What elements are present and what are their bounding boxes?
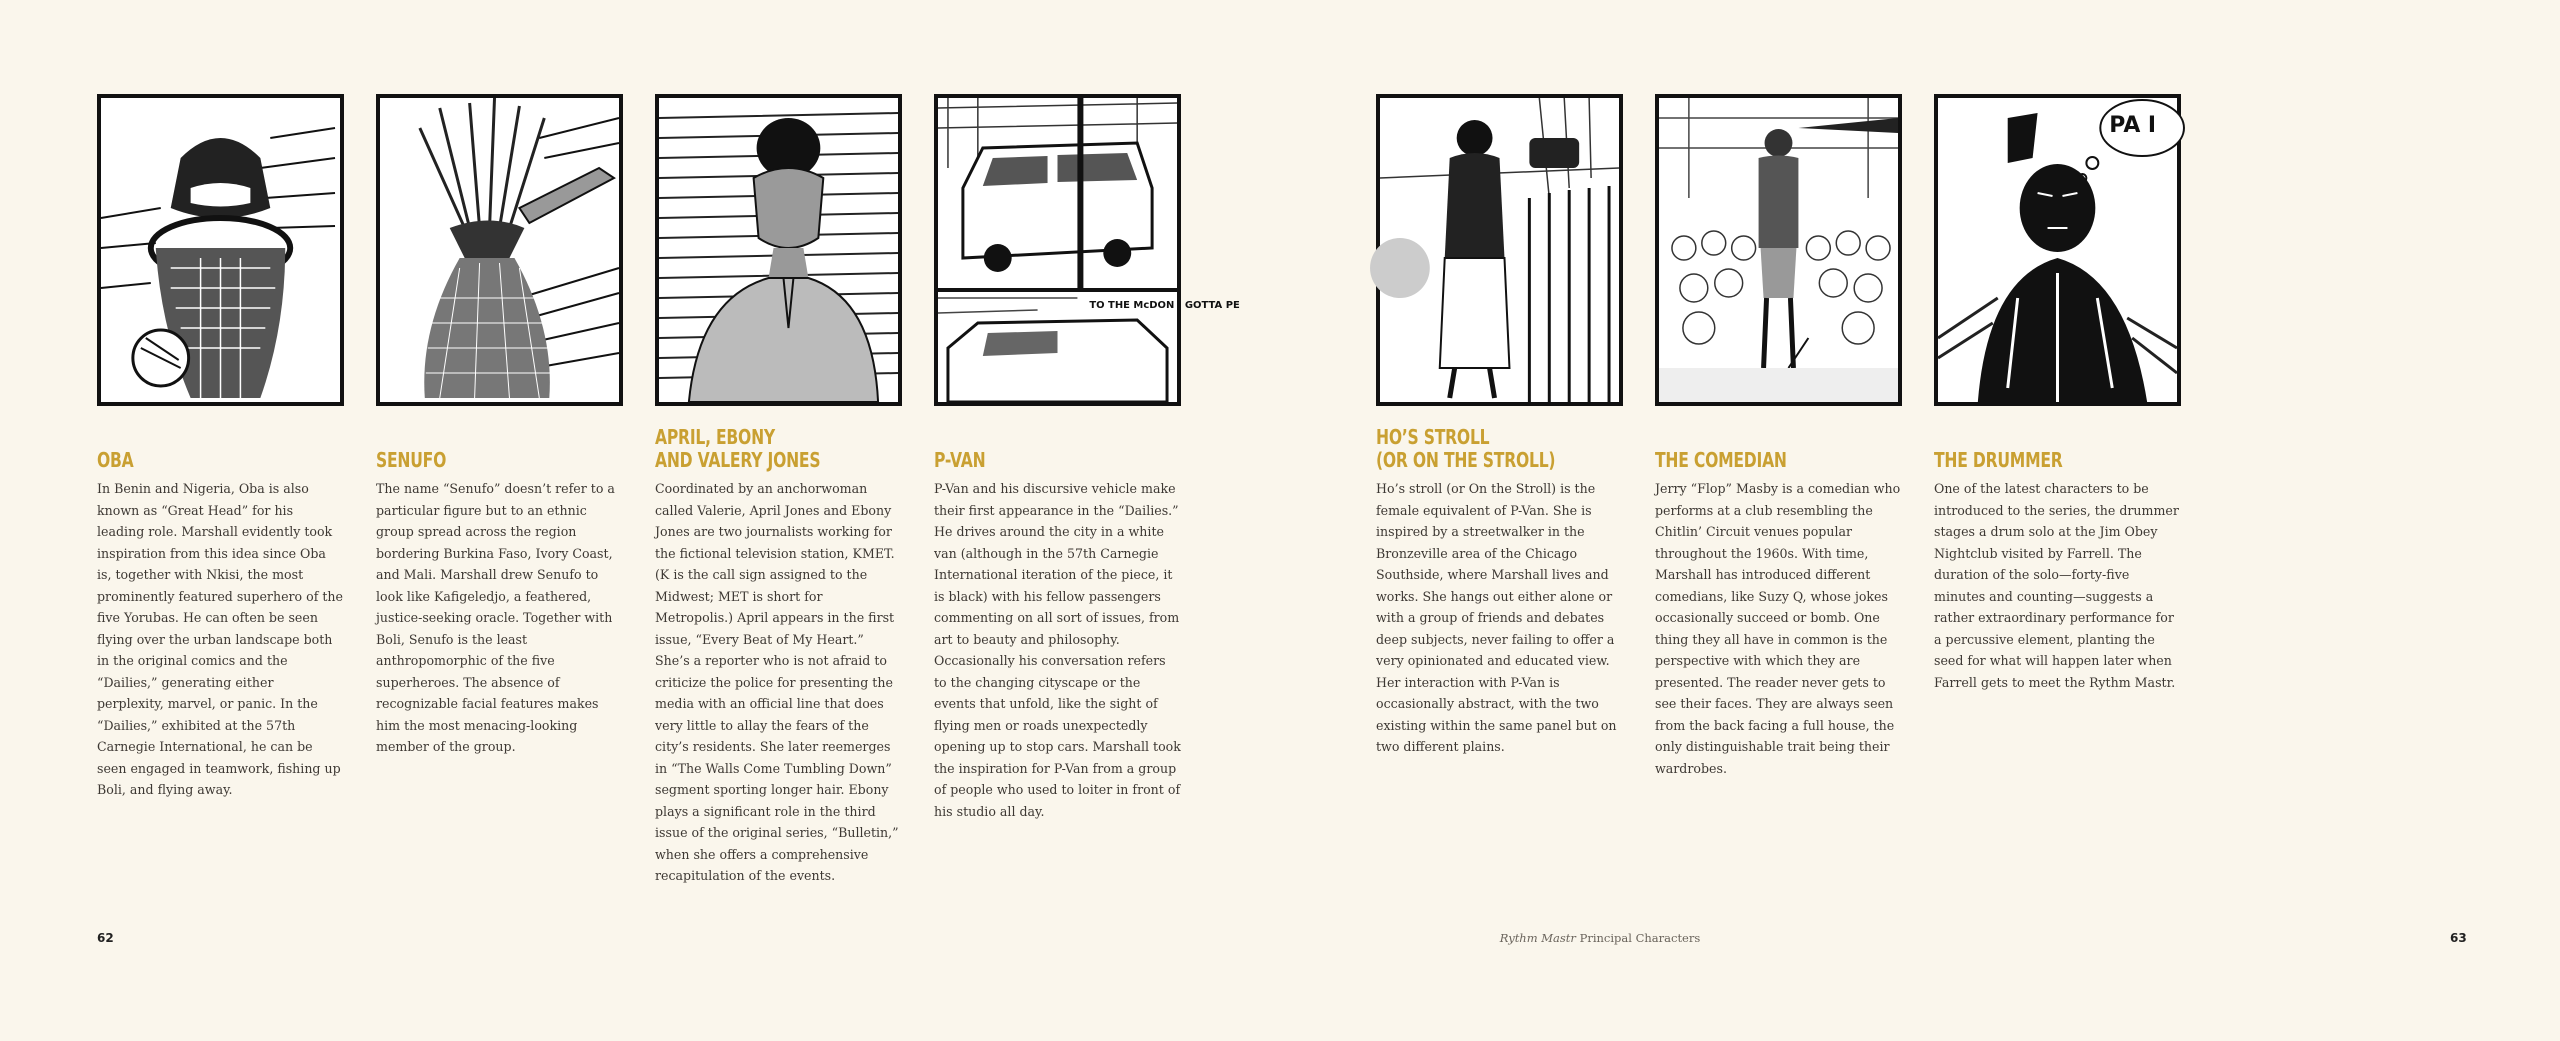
character-description-senufo: The name “Senufo” doesn’t refer to a particular figure but to an ethnic group spread across the region bordering Burkina Faso, Ivory Coast, and Mali. Marshall drew Senufo to look like Kafigeledjo, a feathered, justice-seeking oracle. Together with Boli, Senufo is the least anthropomorphic of the five superheroes. The absence of recognizable facial features makes him the most menacing-looking member of the group.	[376, 481, 615, 754]
character-column-senufo	[376, 94, 623, 754]
character-column-oba	[97, 94, 344, 797]
character-description-hos-stroll: Ho’s stroll (or On the Stroll) is the female equivalent of P-Van. She is inspired by a streetwalker in the Bronzeville area of the Chicago Southside, where Marshall lives and works. She hangs out either alone or with a group of friends and debates deep subjects, never failing to offer a very opinionated and educated view. Her interaction with P-Van is occasionally abstract, with the two existing within the same panel but on two different plains.	[1376, 481, 1617, 754]
character-description-p-van: P-Van and his discursive vehicle make their first appearance in the “Dailies.” He drives around the city in a white van (although in the 57th Carnegie International iteration of the piece, it is black) with his fellow passengers commenting on all sort of issues, from art to beauty and philosophy. Occasionally his conversation refers to the changing cityscape or the events that unfold, like the sight of flying men or roads unexpectedly opening up to stop cars. Marshall took the inspiration for P-Van from a group of people who used to loiter in front of his studio all day.	[934, 481, 1181, 819]
left-page-number: 62	[97, 931, 114, 945]
character-column-april-ebony-valery	[655, 94, 902, 883]
character-description-oba: In Benin and Nigeria, Oba is also known as “Great Head” for his leading role. Marshall evidently took inspiration from this idea since Oba is, together with Nkisi, the most prominently featured superhero of the five Yorubas. He can often be seen flying over the urban landscape both in the original comics and the “Dailies,” generating either perplexity, marvel, or panic. In the “Dailies,” exhibited at the 57th Carnegie International, he can be seen engaged in teamwork, fishing up Boli, and flying away.	[97, 481, 343, 797]
running-footer-rest: Principal Characters	[1575, 931, 1701, 945]
running-footer	[1200, 931, 2000, 945]
oba-illustration-icon	[97, 94, 344, 406]
character-column-p-van	[934, 94, 1240, 819]
character-name-hos-stroll: HO’S STROLL (OR ON THE STROLL)	[1376, 425, 1556, 472]
right-page-number: 63	[2450, 931, 2467, 945]
drummer-panel-caption: PA I	[2109, 112, 2157, 139]
character-description-drummer: One of the latest characters to be introduced to the series, the drummer stages a drum solo at the Jim Obey Nightclub visited by Farrell. The duration of the solo—forty-five minutes and counting—suggests a rather extraordinary performance for a percussive element, planting the seed for what will happen later when Farrell gets to meet the Rythm Mastr.	[1934, 481, 2179, 690]
character-name-senufo: SENUFO	[376, 448, 447, 472]
senufo-illustration-icon	[376, 94, 623, 406]
april-ebony-valery-illustration-icon	[655, 94, 902, 406]
character-name-april-ebony-valery: APRIL, EBONY AND VALERY JONES	[655, 425, 821, 472]
p-van-panel-caption: TO THE McDON I GOTTA PE	[1089, 299, 1240, 312]
character-description-april-ebony-valery: Coordinated by an anchorwoman called Valerie, April Jones and Ebony Jones are two journalists working for the fictional television station, KMET. (K is the call sign assigned to the Midwest; MET is short for Metropolis.) April appears in the first issue, “Every Beat of My Heart.” She’s a reporter who is not afraid to criticize the police for presenting the media with an official line that does very little to allay the fears of the city’s residents. She later reemerges in “The Walls Come Tumbling Down” segment sporting longer hair. Ebony plays a significant role in the third issue of the original series, “Bulletin,” when she offers a comprehensive recapitulation of the events.	[655, 481, 899, 883]
character-name-oba: OBA	[97, 448, 134, 472]
hos-stroll-illustration-icon	[1376, 94, 1623, 406]
speech-bubble	[2100, 100, 2184, 156]
character-column-hos-stroll	[1376, 94, 1623, 754]
character-name-p-van: P-VAN	[934, 448, 986, 472]
running-footer-italic: Rythm Mastr	[1499, 931, 1576, 945]
character-description-comedian: Jerry “Flop” Masby is a comedian who performs at a club resembling the Chitlin’ Circuit venues popular throughout the 1960s. With time, Marshall has introduced different comedians, like Suzy Q, whose jokes occasionally succeed or bomb. One thing they all have in common is the perspective with which they are presented. The reader never gets to see their faces. They are always seen from the back facing a full house, the only distinguishable trait being their wardrobes.	[1655, 481, 1901, 776]
drummer-illustration-icon	[1934, 94, 2181, 406]
p-van-illustration-icon	[934, 94, 1240, 406]
character-name-drummer: THE DRUMMER	[1934, 448, 2063, 472]
character-column-drummer	[1934, 94, 2181, 690]
character-name-comedian: THE COMEDIAN	[1655, 448, 1787, 472]
comedian-illustration-icon	[1655, 94, 1902, 406]
character-column-comedian	[1655, 94, 1902, 776]
